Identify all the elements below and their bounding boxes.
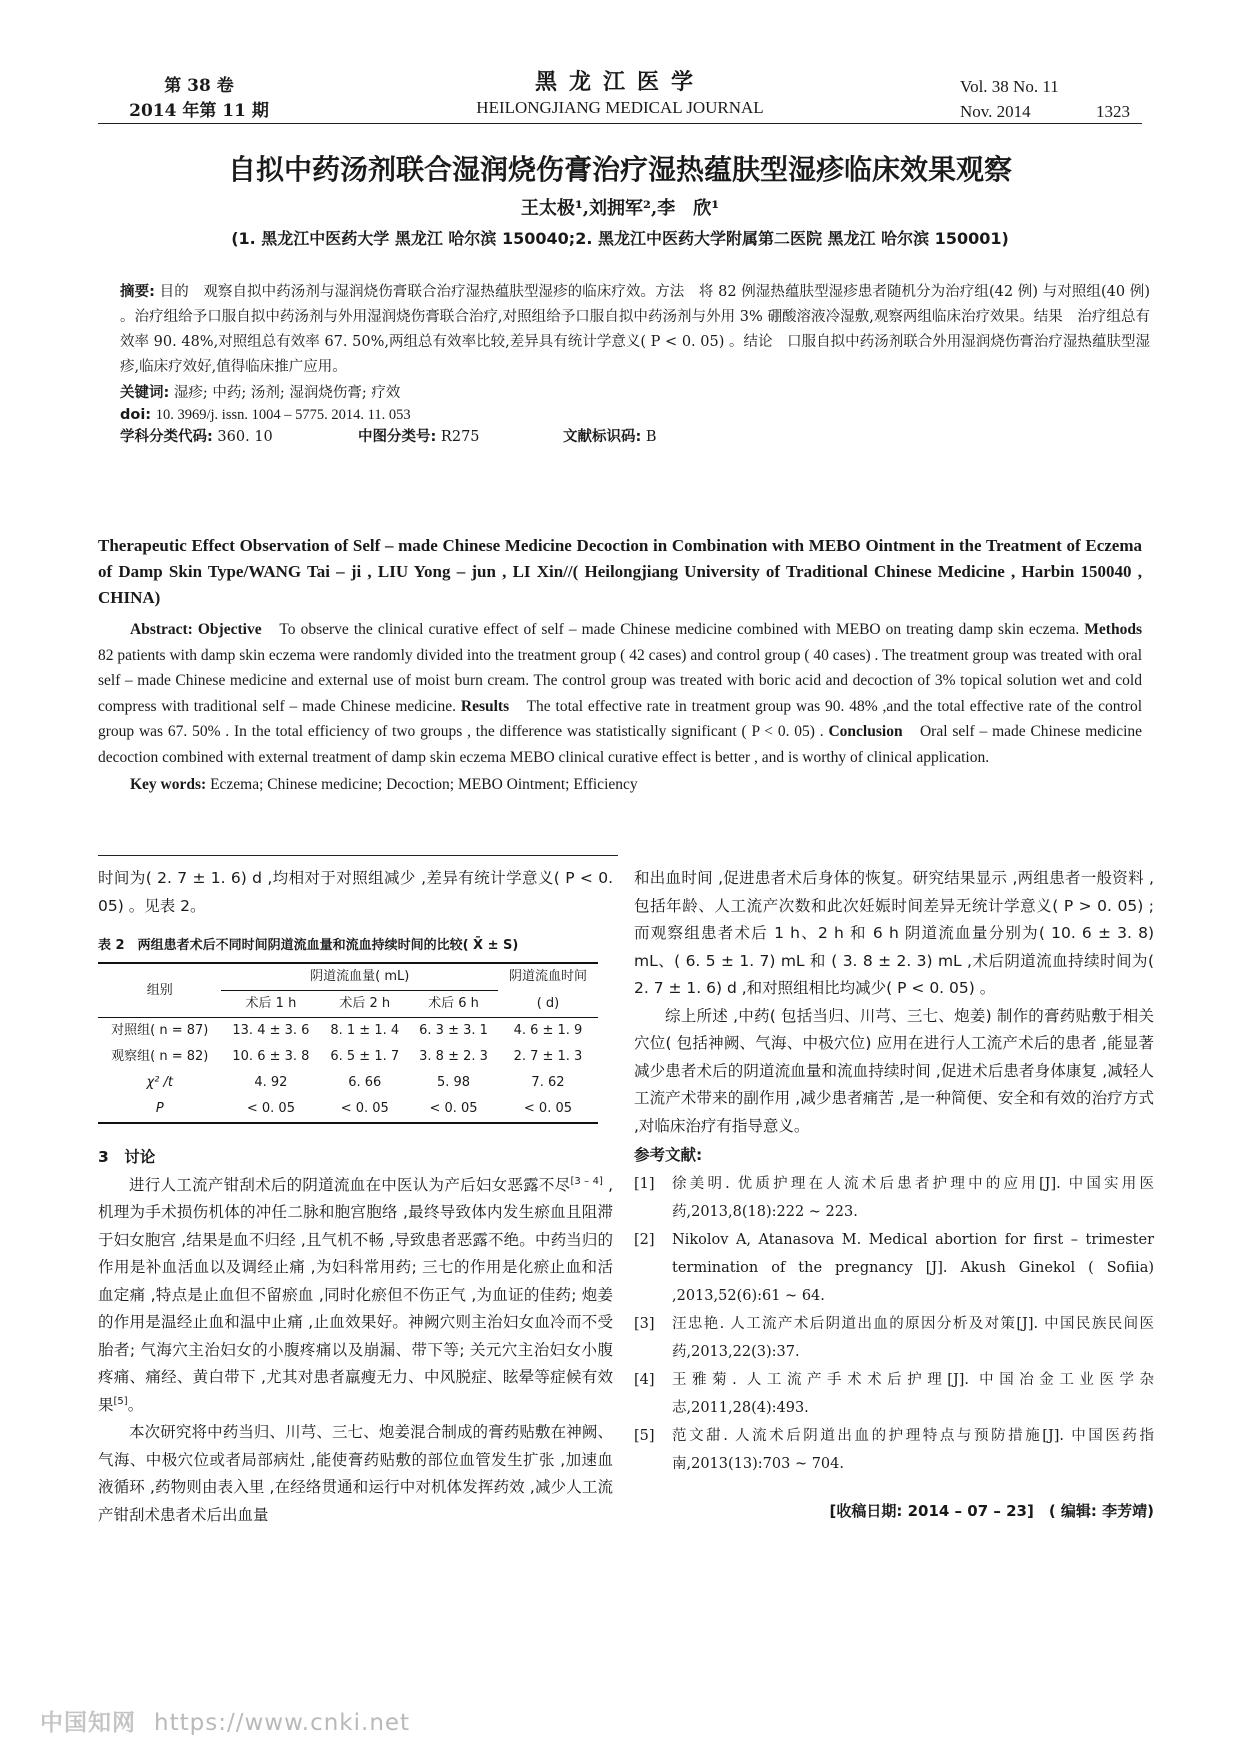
- reference-number: [2]: [634, 1231, 655, 1248]
- cnki-watermark: [40, 1704, 410, 1737]
- cn-abstract: [120, 280, 1150, 448]
- received-date: [收稿日期: 2014 – 07 – 23] ( 编辑: 李芳靖): [829, 1501, 1154, 1520]
- citation: [3 – 4]: [570, 1175, 603, 1187]
- citation: [5]: [113, 1395, 128, 1407]
- date-en: Nov. 2014: [960, 102, 1031, 121]
- en-keywords-label: Key words:: [130, 776, 207, 793]
- table-cell: χ² /t: [146, 1075, 173, 1090]
- reference-item: [634, 1170, 1154, 1226]
- doc-code-label: 文献标识码:: [563, 429, 642, 445]
- table-row: [98, 1096, 598, 1123]
- authors: 王太极¹,刘拥军²,李 欣¹: [520, 198, 720, 219]
- volume-label: 第 38 卷: [164, 76, 234, 96]
- table-cell: 6. 5 ± 1. 7: [330, 1049, 400, 1064]
- table-row: [98, 1044, 598, 1070]
- table-2: [98, 962, 598, 1124]
- en-abstract: [98, 533, 1142, 798]
- table-subheader: 术后 6 h: [409, 991, 498, 1018]
- table-cell: 2. 7 ± 1. 3: [513, 1049, 583, 1064]
- en-keywords: Eczema; Chinese medicine; Decoction; MEBO Ointment; Efficiency: [210, 776, 638, 793]
- doi-label: doi:: [120, 407, 152, 423]
- section-heading-discussion: 3 讨论: [98, 1148, 156, 1166]
- class-code: 360. 10: [217, 429, 273, 445]
- affiliation: (1. 黑龙江中医药大学 黑龙江 哈尔滨 150040;2. 黑龙江中医药大学附属第二医院 黑龙江 哈尔滨 150001): [231, 229, 1009, 248]
- table-cell: 8. 1 ± 1. 4: [330, 1023, 400, 1038]
- reference-number: [5]: [634, 1427, 655, 1444]
- header-rule: [98, 123, 1142, 124]
- en-conclusion: Oral self – made Chinese medicine decoction combined with external treatment of damp skin eczema MEBO clinical curative effect is better , and is worthy of clinical application.: [98, 723, 1143, 766]
- reference-text: 王雅菊. 人工流产手术术后护理[J]. 中国冶金工业医学杂志,2011,28(4):493.: [672, 1371, 1154, 1416]
- journal-name-cn: 黑龙江医学: [534, 69, 705, 95]
- para-text: 。: [127, 1395, 144, 1414]
- table-cell: 7. 62: [531, 1075, 565, 1090]
- table-cell: < 0. 05: [320, 1096, 409, 1123]
- right-para-2: 综上所述 ,中药( 包括当归、川芎、三七、炮姜) 制作的膏药贴敷于相关穴位( 包括神阙、气海、中极穴位) 应用在进行人工流产术后的患者 ,能显著减少患者术后的阴道流血量和流血持续时间 ,促进术后患者身体康复 ,减轻人工流产术带来的副作用 ,减少患者痛苦 ,是一种简便、安全和有效的治疗方式 ,对临床治疗有指导意义。: [634, 1006, 1154, 1135]
- issue-info: [124, 74, 274, 124]
- en-objective: To observe the clinical curative effect of self – made Chinese medicine combined with MEBO on treating damp skin eczema.: [279, 621, 1080, 638]
- table-caption: 表 2 两组患者术后不同时间阴道流血量和流血持续时间的比较( X̄ ± S): [98, 938, 519, 953]
- right-column: [634, 865, 1154, 1525]
- reference-number: [3]: [634, 1315, 655, 1332]
- abstract-label: 摘要:: [120, 284, 155, 300]
- clc-label: 中图分类号:: [358, 429, 437, 445]
- table-cell: 13. 4 ± 3. 6: [232, 1023, 310, 1038]
- table-cell: 对照组( n = 87): [111, 1023, 209, 1038]
- left-para-3: 本次研究将中药当归、川芎、三七、炮姜混合制成的膏药贴敷在神阙、气海、中极穴位或者局部病灶 ,能使膏药贴敷的部位血管发生扩张 ,加速血液循环 ,药物则由表入里 ,在经络贯通和运行中对机体发挥药效 ,减少人工流产钳刮术患者术后出血量: [98, 1423, 613, 1524]
- table-row: [98, 1070, 598, 1096]
- en-conclusion-label: Conclusion: [828, 723, 903, 740]
- table-cell: P: [98, 1096, 221, 1123]
- cnki-logo: 中国知网: [40, 1710, 136, 1736]
- left-para-1: 时间为( 2. 7 ± 1. 6) d ,均相对于对照组减少 ,差异有统计学意义( P < 0. 05) 。见表 2。: [98, 869, 613, 915]
- clc-code: R275: [440, 429, 480, 445]
- reference-text: 徐美明. 优质护理在人流术后患者护理中的应用[J]. 中国实用医药,2013,8(18):222 ~ 223.: [672, 1175, 1154, 1220]
- para-text: ,机理为手术损伤机体的冲任二脉和胞宫胞络 ,最终导致体内发生瘀血且阻滞于妇女胞宫 ,结果是血不归经 ,且气机不畅 ,导致患者恶露不绝。中药当归的作用是补血活血以及调经止痛 ,为妇科常用药; 三七的作用是化瘀止血和活血定痛 ,特点是止血但不留瘀血 ,同时化瘀但不伤正气 ,为血证的佳药; 炮姜的作用是温经止血和温中止痛 ,止血效果好。神阙穴则主治妇女血冷而不受胎者; 气海穴主治妇女的小腹疼痛以及崩漏、带下等; 关元穴主治妇女小腹疼痛、痛经、黄白带下 ,尤其对患者羸瘦无力、中风脱症、眩晕等症候有效果: [98, 1175, 613, 1414]
- issue-label: 2014 年第 11 期: [129, 101, 269, 121]
- reference-item: [634, 1310, 1154, 1366]
- en-results-label: Results: [460, 697, 510, 715]
- table-subheader: 术后 2 h: [320, 991, 409, 1018]
- doc-code: B: [645, 429, 657, 445]
- table-subheader: ( d): [498, 991, 598, 1018]
- table-cell: 5. 98: [436, 1075, 471, 1090]
- table-header-group: 组别: [98, 963, 221, 1018]
- table-cell: 观察组( n = 82): [111, 1049, 209, 1064]
- reference-item: [634, 1226, 1154, 1310]
- left-column: [98, 865, 613, 1529]
- table-cell: < 0. 05: [498, 1096, 598, 1123]
- class-code-label: 学科分类代码:: [120, 429, 213, 445]
- references-title: 参考文献:: [634, 1146, 703, 1164]
- reference-list: [634, 1170, 1154, 1478]
- reference-item: [634, 1366, 1154, 1422]
- reference-number: [1]: [634, 1175, 655, 1192]
- en-methods: 82 patients with damp skin eczema were randomly divided into the treatment group ( 42 cases) and control group ( 40 cases) . The treatment group was treated with oral self – made Chinese medicine and external use of moist burn cream. The control group was treated with boric acid and decoction of 3% topical solution wet and cold compress with traditional self – made Chinese medicine.: [98, 646, 1142, 715]
- para-text: 进行人工流产钳刮术后的阴道流血在中医认为产后妇女恶露不尽: [129, 1175, 571, 1194]
- left-para-2: [98, 1172, 613, 1420]
- table-cell: < 0. 05: [221, 1096, 320, 1123]
- table-subheader: 术后 1 h: [221, 991, 320, 1018]
- table-header-blood: 阴道流血量( mL): [221, 963, 497, 991]
- keywords-cn: 湿疹; 中药; 汤剂; 湿润烧伤膏; 疗效: [173, 385, 401, 401]
- table-header-duration: 阴道流血时间: [498, 963, 598, 991]
- reference-text: 汪忠艳. 人工流产术后阴道出血的原因分析及对策[J]. 中国民族民间医药,2013,22(3):37.: [672, 1315, 1154, 1360]
- en-abstract-label: Abstract: Objective: [130, 621, 262, 638]
- volume-en: Vol. 38 No. 11: [960, 77, 1059, 96]
- article-title: 自拟中药汤剂联合湿润烧伤膏治疗湿热蕴肤型湿疹临床效果观察: [227, 153, 1012, 186]
- table-cell: 10. 6 ± 3. 8: [232, 1049, 310, 1064]
- en-keywords-line: [130, 772, 1142, 798]
- reference-item: [634, 1422, 1154, 1478]
- table-cell: 6. 66: [348, 1075, 382, 1090]
- reference-text: 范文甜. 人流术后阴道出血的护理特点与预防措施[J]. 中国医药指南,2013(13):703 ~ 704.: [672, 1427, 1154, 1472]
- keywords-label: 关键词:: [120, 385, 170, 401]
- issue-info-en: [960, 74, 1130, 124]
- en-results: The total effective rate in treatment group was 90. 48% ,and the total effective rate of the control group was 67. 50% . In the total efficiency of two groups , the difference was statistically significant ( P < 0. 05) .: [98, 697, 1143, 740]
- doi: 10. 3969/j. issn. 1004 – 5775. 2014. 11. 053: [155, 407, 411, 423]
- table-cell: 4. 6 ± 1. 9: [513, 1023, 583, 1038]
- en-title: Therapeutic Effect Observation of Self – made Chinese Medicine Decoction in Combination with MEBO Ointment in the Treatment of Eczema of Damp Skin Type/WANG Tai – ji , LIU Yong – jun , LI Xin//( Heilongjiang University of Traditional Chinese Medicine , Harbin 150040 , CHINA): [98, 536, 1142, 607]
- table-cell: 4. 92: [254, 1075, 288, 1090]
- table-cell: < 0. 05: [409, 1096, 498, 1123]
- page-number: 1323: [1096, 102, 1130, 121]
- table-row: [98, 1018, 598, 1045]
- cnki-url: https://www.cnki.net: [154, 1710, 411, 1736]
- table-cell: 3. 8 ± 2. 3: [419, 1049, 488, 1064]
- en-methods-label: Methods: [1084, 621, 1142, 638]
- table-cell: 6. 3 ± 3. 1: [419, 1023, 488, 1038]
- column-rule: [98, 855, 618, 856]
- en-abstract-text: [98, 617, 1142, 770]
- journal-name: [400, 68, 840, 120]
- reference-number: [4]: [634, 1371, 655, 1388]
- abstract-text: 目的 观察自拟中药汤剂与湿润烧伤膏联合治疗湿热蕴肤型湿疹的临床疗效。方法 将 82 例湿热蕴肤型湿疹患者随机分为治疗组(42 例) 与对照组(40 例) 。治疗组给予口服自拟中药汤剂与外用湿润烧伤膏联合治疗,对照组给予口服自拟中药汤剂与外用 3% 硼酸溶液冷湿敷,观察两组临床治疗效果。结果 治疗组总有效率 90. 48%,对照组总有效率 67. 50%,两组总有效率比较,差异具有统计学意义( P < 0. 05) 。结论 口服自拟中药汤剂联合外用湿润烧伤膏治疗湿热蕴肤型湿疹,临床疗效好,值得临床推广应用。: [120, 284, 1150, 375]
- journal-name-en: HEILONGJIANG MEDICAL JOURNAL: [476, 98, 764, 117]
- right-para-1: 和出血时间 ,促进患者术后身体的恢复。研究结果显示 ,两组患者一般资料 ,包括年龄、人工流产次数和此次妊娠时间差异无统计学意义( P > 0. 05) ; 而观察组患者术后 1 h、2 h 和 6 h 阴道流血量分别为( 10. 6 ± 3. 8) mL、( 6. 5 ± 1. 7) mL 和 ( 3. 8 ± 2. 3) mL ,术后阴道流血持续时间为( 2. 7 ± 1. 6) d ,和对照组相比均减少( P < 0. 05) 。: [634, 869, 1154, 997]
- reference-text: Nikolov A, Atanasova M. Medical abortion for first – trimester termination of the pregnancy [J]. Akush Ginekol ( Sofiia) ,2013,52(6):61 ~ 64.: [672, 1231, 1154, 1304]
